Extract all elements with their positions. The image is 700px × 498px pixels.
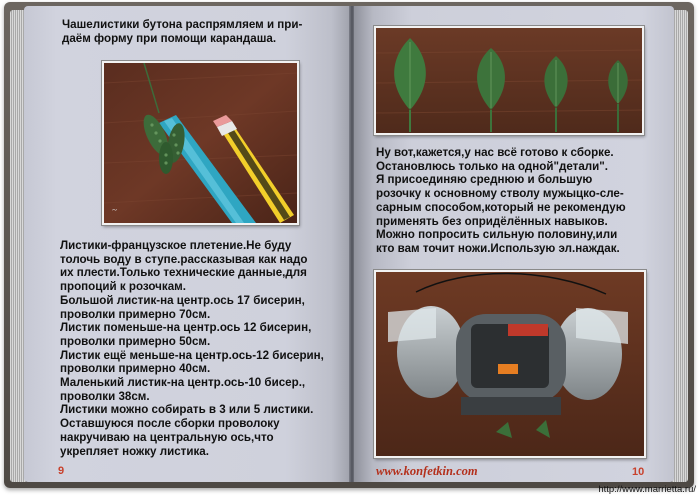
photo-leaves-row	[374, 26, 644, 135]
page-number-right: 10	[632, 466, 645, 478]
page-number-left: 9	[58, 465, 65, 477]
grinder-image	[376, 272, 644, 456]
right-body-text: Ну вот,кажется,у нас всё готово к сборке. Остановлюсь только на одной"детали". Я присоединяю среднюю и большую розочку к основному стволу мужыцко-сле- сарным способом,который не рекомендую применять без опридёлённых навыков. Можно попросить сильную половину,или кто вам точит ножи.Использую эл.наждак.	[376, 146, 626, 255]
page-edges-right	[672, 10, 688, 482]
left-body-text: Листики-французское плетение.Не буду толочь воду в ступе.рассказывая как надо их плести.Только технические данные,для пропоций к розочкам. Большой листик-на центр.ось 17 бисерин, проволки примерно 70см. Листик поменьше-на центр.ось 12 бисерин, проволки примерно 50см. Листик ещё меньше-на центр.ось-12 бисерин, проволки примерно 40см. Маленький листик-на центр.ось-10 бисер., проволки 38см. Листики можно собирать в 3 или 5 листики. Оставшуюся после сборки проволоку накручиваю на центральную ось,что укрепляет ножку листика.	[60, 239, 324, 458]
left-page	[24, 6, 351, 482]
photo-leaf-and-pencil	[102, 61, 299, 225]
left-caption: Чашелистики бутона распрямляем и при- даём форму при помощи карандаша.	[62, 18, 303, 45]
open-book	[4, 2, 694, 490]
photo-bench-grinder	[374, 270, 646, 458]
watermark-url: http://www.marrietta.ru/	[598, 484, 696, 495]
site-link[interactable]: www.konfetkin.com	[376, 464, 478, 478]
leaf-pencil-image	[104, 63, 297, 223]
signature-watermark: ~	[112, 205, 117, 215]
leaves-row-image	[376, 28, 642, 133]
right-page	[354, 6, 674, 482]
